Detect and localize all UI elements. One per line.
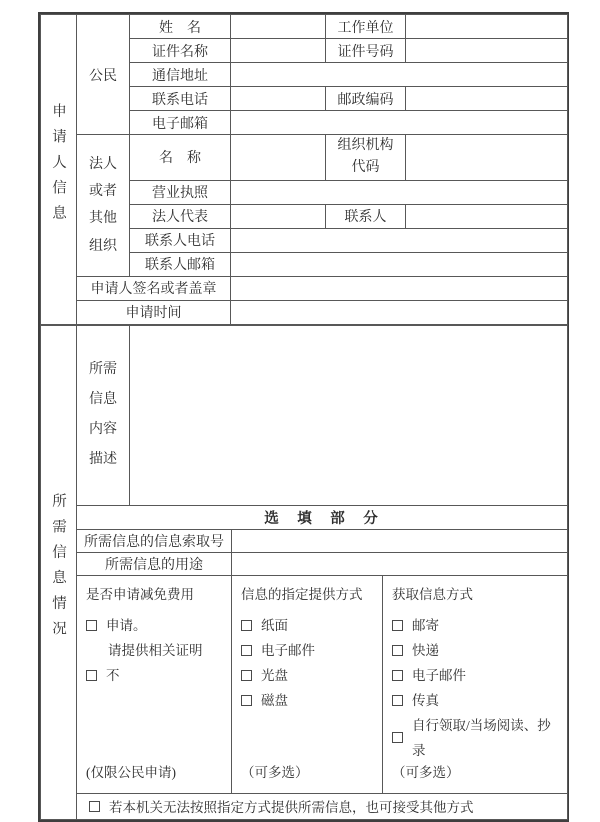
- provide-option-cd[interactable]: 光盘: [241, 663, 373, 688]
- checkbox-cd-icon[interactable]: [241, 670, 252, 681]
- field-label-work-unit: 工作单位: [326, 15, 406, 39]
- input-license[interactable]: [231, 180, 568, 204]
- input-info-description[interactable]: [130, 325, 568, 505]
- field-label-info-usage: 所需信息的用途: [77, 552, 232, 575]
- field-label-license: 营业执照: [130, 180, 231, 204]
- applicant-info-table: [40, 14, 568, 325]
- section-label-applicant-info: [41, 15, 77, 325]
- checkbox-fax-icon[interactable]: [392, 695, 403, 706]
- field-label-org-code: 组织机构代码: [326, 135, 406, 181]
- accept-other-methods-label: 若本机关无法按照指定方式提供所需信息，也可接受其他方式: [109, 800, 474, 816]
- input-contact-phone[interactable]: [231, 228, 568, 252]
- input-id-name[interactable]: [231, 39, 326, 63]
- field-label-id-name: 证件名称: [130, 39, 231, 63]
- field-label-info-index-number: 所需信息的信息索取号: [77, 529, 232, 552]
- input-address[interactable]: [231, 63, 568, 87]
- input-info-index-number[interactable]: [232, 529, 568, 552]
- requested-info-table: [40, 325, 568, 820]
- field-label-signature: 申请人签名或者盖章: [77, 276, 231, 300]
- checkbox-obtain-email-icon[interactable]: [392, 670, 403, 681]
- provide-option-disk[interactable]: 磁盘: [241, 688, 373, 713]
- input-info-usage[interactable]: [232, 552, 568, 575]
- fee-apply-subnote: 请提供相关证明: [108, 642, 203, 658]
- checkbox-self-pickup-icon[interactable]: [392, 732, 403, 743]
- fee-option-apply[interactable]: 申请。: [86, 613, 222, 638]
- fee-waiver-column: [77, 575, 232, 793]
- input-work-unit[interactable]: [406, 15, 568, 39]
- group-label-citizen: 公民: [77, 15, 130, 135]
- fee-option-no[interactable]: 不: [86, 663, 222, 688]
- input-signature[interactable]: [231, 276, 568, 300]
- field-label-org-name: 名 称: [130, 135, 231, 181]
- field-label-contact-email: 联系人邮箱: [130, 252, 231, 276]
- input-phone[interactable]: [231, 87, 326, 111]
- field-label-contact: 联系人: [326, 204, 406, 228]
- obtain-method-title: 获取信息方式: [392, 586, 473, 602]
- input-org-code[interactable]: [406, 135, 568, 181]
- provide-method-title: 信息的指定提供方式: [241, 586, 363, 602]
- obtain-method-column: [383, 575, 568, 793]
- input-legal-rep[interactable]: [231, 204, 326, 228]
- checkbox-disk-icon[interactable]: [241, 695, 252, 706]
- obtain-option-fax[interactable]: 传真: [392, 688, 558, 713]
- input-contact[interactable]: [406, 204, 568, 228]
- checkbox-accept-other-icon[interactable]: [89, 801, 100, 812]
- input-contact-email[interactable]: [231, 252, 568, 276]
- provide-option-email[interactable]: 电子邮件: [241, 638, 373, 663]
- input-email[interactable]: [231, 111, 568, 135]
- checkbox-apply-icon[interactable]: [86, 620, 97, 631]
- field-label-contact-phone: 联系人电话: [130, 228, 231, 252]
- input-postcode[interactable]: [406, 87, 568, 111]
- input-apply-time[interactable]: [231, 300, 568, 324]
- field-label-name: 姓 名: [130, 15, 231, 39]
- fee-waiver-title: 是否申请减免费用: [86, 586, 194, 602]
- accept-other-methods-row: [77, 793, 568, 819]
- provide-option-paper[interactable]: 纸面: [241, 613, 373, 638]
- field-label-address: 通信地址: [130, 63, 231, 87]
- field-label-postcode: 邮政编码: [326, 87, 406, 111]
- checkbox-mail-icon[interactable]: [392, 620, 403, 631]
- requested-info-vertical-label: 所需信息情况: [50, 493, 66, 647]
- input-name[interactable]: [231, 15, 326, 39]
- field-label-email: 电子邮箱: [130, 111, 231, 135]
- provide-multiselect-note: （可多选）: [241, 764, 309, 780]
- applicant-info-vertical-label: 申请人信息: [50, 103, 66, 231]
- input-org-name[interactable]: [231, 135, 326, 181]
- field-label-apply-time: 申请时间: [77, 300, 231, 324]
- obtain-option-self-pickup[interactable]: 自行领取/当场阅读、抄录: [392, 713, 558, 763]
- field-label-info-description: 所需信息内容描述: [77, 325, 130, 505]
- fee-citizens-only-note: (仅限公民申请): [86, 764, 176, 780]
- checkbox-paper-icon[interactable]: [241, 620, 252, 631]
- checkbox-no-icon[interactable]: [86, 670, 97, 681]
- input-id-number[interactable]: [406, 39, 568, 63]
- field-label-legal-rep: 法人代表: [130, 204, 231, 228]
- obtain-option-express[interactable]: 快递: [392, 638, 558, 663]
- obtain-multiselect-note: （可多选）: [392, 764, 460, 780]
- checkbox-express-icon[interactable]: [392, 645, 403, 656]
- obtain-option-mail[interactable]: 邮寄: [392, 613, 558, 638]
- field-label-id-number: 证件号码: [326, 39, 406, 63]
- group-label-legal-org: 法人或者其他组织: [77, 135, 130, 277]
- obtain-option-email[interactable]: 电子邮件: [392, 663, 558, 688]
- application-form: [38, 12, 569, 822]
- checkbox-provide-email-icon[interactable]: [241, 645, 252, 656]
- field-label-phone: 联系电话: [130, 87, 231, 111]
- provide-method-column: [232, 575, 383, 793]
- optional-section-header: 选 填 部 分: [77, 505, 568, 529]
- section-label-requested-info: [41, 325, 77, 819]
